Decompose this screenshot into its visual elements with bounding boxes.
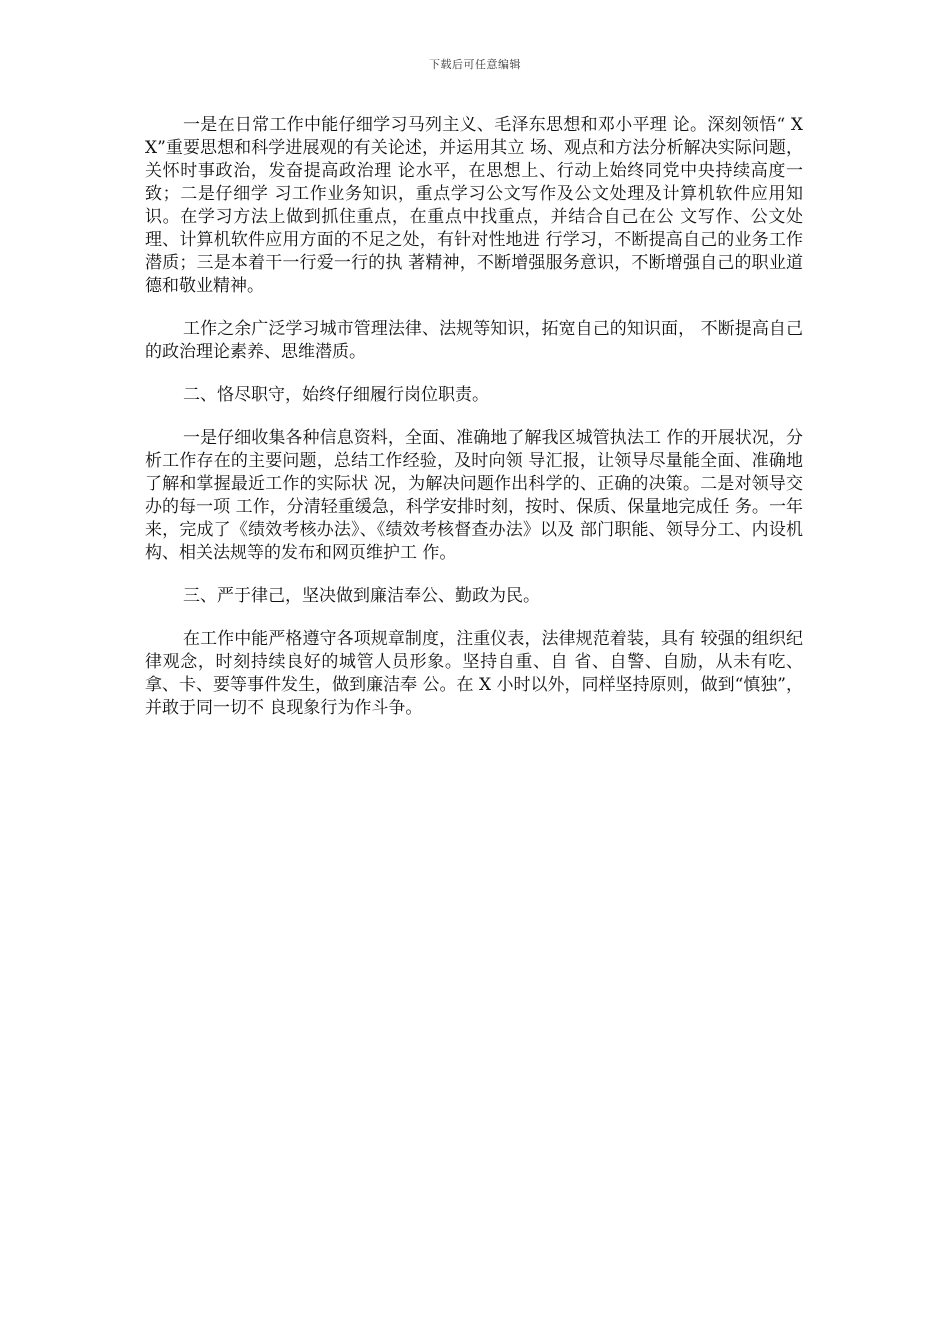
paragraph-study: 一是在日常工作中能仔细学习马列主义、毛泽东思想和邓小平理 论。深刻领悟“ XX”重要思想和科学进展观的有关论述，并运用其立 场、观点和方法分析解决实际问题，关怀时事政治，发奋提高政治理 论水平，在思想上、行动上始终同党中央持续高度一致；二是仔细学 习工作业务知识，重点学习公文写作及公文处理及计算机软件应用知 识。在学习方法上做到抓住重点，在重点中找重点，并结合自己在公 文写作、公文处理、计算机软件应用方面的不足之处，有针对性地进 行学习，不断提高自己的业务工作潜质；三是本着干一行爱一行的执 著精神，不断增强服务意识，不断增强自己的职业道德和敬业精神。 (145, 115, 803, 296)
paragraph-duties: 一是仔细收集各种信息资料，全面、准确地了解我区城管执法工 作的开展状况，分析工作存在的主要问题，总结工作经验，及时向领 导汇报，让领导尽量能全面、准确地了解和掌握最近工作的实际状 况，为解决问题作出科学的、正确的决策。二是对领导交办的每一项 工作，分清轻重缓急，科学安排时刻，按时、保质、保量地完成任 务。一年来，完成了《绩效考核办法》、《绩效考核督查办法》以及 部门职能、领导分工、内设机构、相关法规等的发布和网页维护工 作。 (145, 428, 803, 563)
paragraph-extra-study: 工作之余广泛学习城市管理法律、法规等知识，拓宽自己的知识面， 不断提高自己的政治理论素养、思维潜质。 (145, 319, 803, 362)
section-heading-discipline: 三、严于律己，坚决做到廉洁奉公、勤政为民。 (183, 586, 540, 606)
paragraph-discipline: 在工作中能严格遵守各项规章制度，注重仪表，法律规范着装，具有 较强的组织纪律观念，时刻持续良好的城管人员形象。坚持自重、自 省、自警、自励，从未有吃、拿、卡、要等事件发生，做到廉洁奉 公。在 X 小时以外，同样坚持原则，做到“慎独”，并敢于同一切不 良现象行为作斗争。 (145, 629, 803, 718)
section-heading-duties: 二、恪尽职守，始终仔细履行岗位职责。 (183, 385, 489, 405)
page-header-note: 下载后可任意编辑 (429, 58, 521, 71)
document-body (145, 114, 803, 740)
